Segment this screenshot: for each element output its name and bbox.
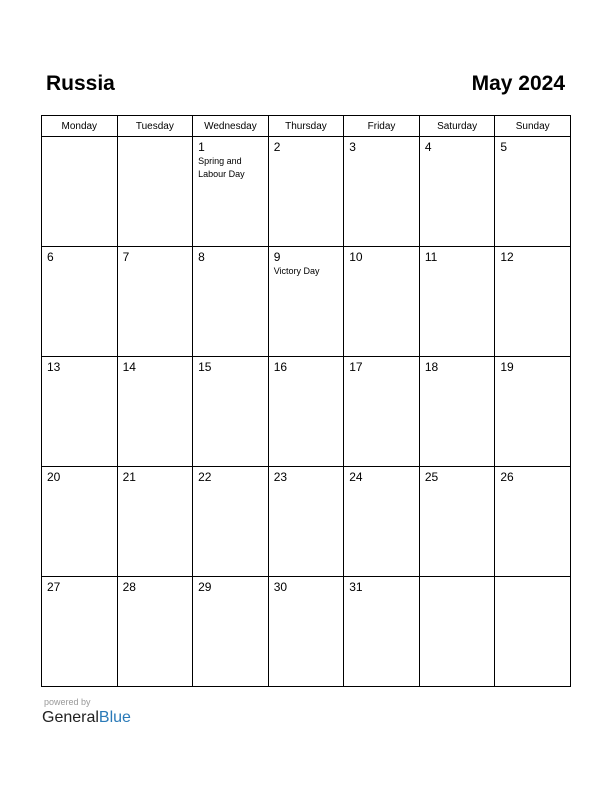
weekday-tuesday: Tuesday [117,116,193,137]
day-cell [268,467,344,577]
calendar-week-row [42,467,571,577]
day-cell [268,357,344,467]
calendar-grid [41,115,571,687]
powered-by-text: powered by [44,697,91,707]
generalblue-logo [42,708,131,728]
weekday-friday: Friday [344,116,420,137]
day-cell [419,577,495,687]
day-number: 9 [273,250,281,264]
day-number: 2 [273,140,281,154]
day-number: 5 [500,140,508,154]
day-cell [495,577,571,687]
day-number: 3 [349,140,356,154]
day-cell [117,577,193,687]
day-number: 11 [424,250,438,264]
day-number: 6 [47,250,54,264]
day-number: 10 [349,250,363,264]
day-cell [117,467,193,577]
calendar-week-row [42,577,571,687]
day-cell [419,247,495,357]
day-number: 27 [47,580,61,594]
day-number: 8 [198,250,205,264]
day-cell [117,137,193,247]
day-number: 29 [198,580,212,594]
day-number: 20 [47,470,61,484]
day-number: 24 [349,470,363,484]
day-number: 26 [500,470,514,484]
day-cell [495,467,571,577]
day-cell [193,577,269,687]
day-number: 16 [273,360,288,374]
day-number: 13 [47,360,61,374]
day-cell [495,137,571,247]
day-cell [42,137,118,247]
day-cell [419,137,495,247]
day-number [420,577,495,580]
weekday-header-row [42,116,571,137]
day-number: 12 [500,250,514,264]
day-cell [419,467,495,577]
day-cell [42,357,118,467]
day-number: 17 [349,360,363,374]
day-cell [117,247,193,357]
calendar-week-row [42,137,571,247]
weekday-thursday: Thursday [268,116,344,137]
day-number: 31 [349,580,363,594]
day-number: 23 [273,470,288,484]
day-number: 30 [273,580,288,594]
holiday-label: Spring and Labour Day [198,156,245,179]
day-cell [495,247,571,357]
holiday-label: Victory Day [273,266,320,276]
calendar-body [42,137,571,687]
day-number: 28 [122,580,136,594]
day-number: 14 [122,360,136,374]
day-cell [344,247,420,357]
day-cell [42,247,118,357]
day-cell [268,137,344,247]
day-cell [268,577,344,687]
day-number: 21 [122,470,136,484]
weekday-monday: Monday [42,116,118,137]
day-cell [344,137,420,247]
weekday-sunday: Sunday [495,116,571,137]
footer-branding [42,697,131,728]
day-number [118,137,193,140]
day-cell [495,357,571,467]
day-number: 1 [198,140,205,154]
month-year-title: May 2024 [471,72,565,95]
day-cell [42,577,118,687]
weekday-wednesday: Wednesday [193,116,269,137]
brand-general-text: General [42,709,99,726]
day-cell [193,247,269,357]
day-number: 18 [424,360,439,374]
day-cell [419,357,495,467]
day-number: 15 [198,360,212,374]
day-cell [344,577,420,687]
day-number [495,577,570,580]
country-title: Russia [46,72,115,95]
day-number: 22 [198,470,212,484]
day-number [42,137,117,140]
day-cell [193,357,269,467]
calendar-week-row [42,357,571,467]
day-cell [344,467,420,577]
calendar-week-row [42,247,571,357]
day-cell [117,357,193,467]
day-number: 25 [424,470,439,484]
weekday-saturday: Saturday [419,116,495,137]
day-cell [193,467,269,577]
day-cell [42,467,118,577]
day-cell [268,247,344,357]
day-number: 7 [122,250,130,264]
day-number: 4 [424,140,432,154]
day-cell [193,137,269,247]
day-number: 19 [500,360,514,374]
day-cell [344,357,420,467]
brand-blue-text: Blue [98,709,131,726]
